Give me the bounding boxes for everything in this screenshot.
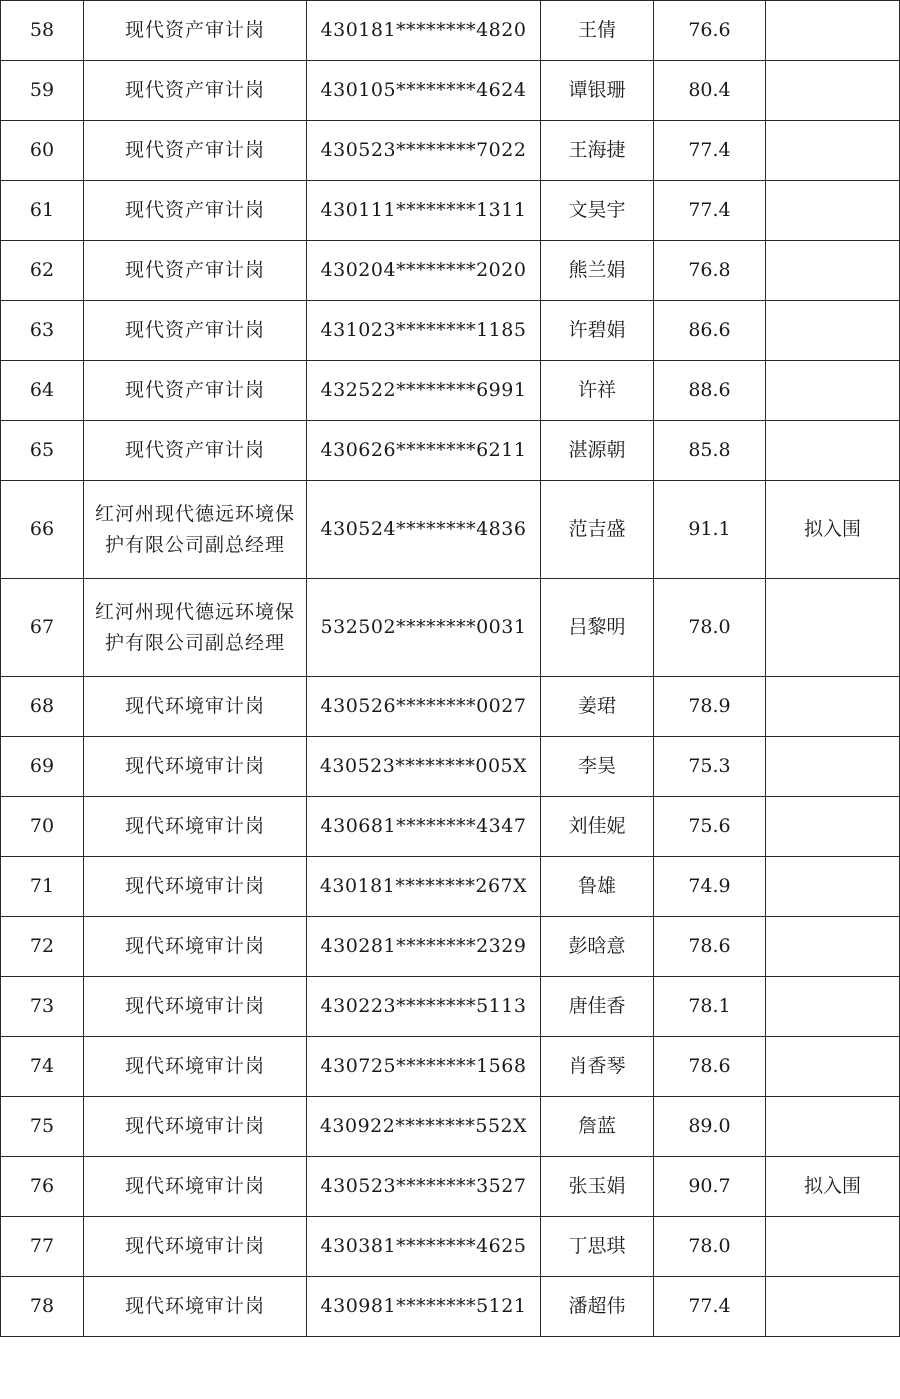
score-cell: 78.1 bbox=[654, 977, 766, 1037]
position-cell: 现代资产审计岗 bbox=[84, 121, 307, 181]
remark-cell bbox=[766, 579, 900, 677]
remark-cell bbox=[766, 797, 900, 857]
position-cell: 现代资产审计岗 bbox=[84, 421, 307, 481]
id-number-cell: 430526********0027 bbox=[307, 677, 541, 737]
score-cell: 77.4 bbox=[654, 181, 766, 241]
table-row bbox=[1, 1217, 900, 1277]
candidate-name-cell: 刘佳妮 bbox=[541, 797, 654, 857]
position-cell: 现代环境审计岗 bbox=[84, 797, 307, 857]
id-number-cell: 430105********4624 bbox=[307, 61, 541, 121]
table-row bbox=[1, 797, 900, 857]
candidate-name-cell: 肖香琴 bbox=[541, 1037, 654, 1097]
row-number-cell: 58 bbox=[1, 1, 84, 61]
table-row bbox=[1, 1157, 900, 1217]
row-number-cell: 65 bbox=[1, 421, 84, 481]
row-number-cell: 60 bbox=[1, 121, 84, 181]
score-cell: 90.7 bbox=[654, 1157, 766, 1217]
table-row bbox=[1, 61, 900, 121]
id-number-cell: 430681********4347 bbox=[307, 797, 541, 857]
candidate-name-cell: 丁思琪 bbox=[541, 1217, 654, 1277]
table-row bbox=[1, 857, 900, 917]
table-row bbox=[1, 481, 900, 579]
score-cell: 75.3 bbox=[654, 737, 766, 797]
table-row bbox=[1, 421, 900, 481]
table-row bbox=[1, 361, 900, 421]
table-row bbox=[1, 579, 900, 677]
table-row bbox=[1, 677, 900, 737]
candidate-name-cell: 王海捷 bbox=[541, 121, 654, 181]
row-number-cell: 76 bbox=[1, 1157, 84, 1217]
table-row bbox=[1, 1277, 900, 1337]
score-cell: 76.8 bbox=[654, 241, 766, 301]
score-cell: 91.1 bbox=[654, 481, 766, 579]
id-number-cell: 430381********4625 bbox=[307, 1217, 541, 1277]
position-cell: 现代环境审计岗 bbox=[84, 977, 307, 1037]
score-cell: 89.0 bbox=[654, 1097, 766, 1157]
row-number-cell: 77 bbox=[1, 1217, 84, 1277]
score-cell: 77.4 bbox=[654, 1277, 766, 1337]
position-cell: 现代资产审计岗 bbox=[84, 1, 307, 61]
score-cell: 78.6 bbox=[654, 1037, 766, 1097]
remark-cell bbox=[766, 1, 900, 61]
table-row bbox=[1, 241, 900, 301]
position-cell: 现代环境审计岗 bbox=[84, 1097, 307, 1157]
id-number-cell: 532502********0031 bbox=[307, 579, 541, 677]
table-row bbox=[1, 1037, 900, 1097]
id-number-cell: 430981********5121 bbox=[307, 1277, 541, 1337]
row-number-cell: 70 bbox=[1, 797, 84, 857]
remark-cell bbox=[766, 181, 900, 241]
id-number-cell: 430922********552X bbox=[307, 1097, 541, 1157]
score-cell: 88.6 bbox=[654, 361, 766, 421]
id-number-cell: 430523********005X bbox=[307, 737, 541, 797]
id-number-cell: 430725********1568 bbox=[307, 1037, 541, 1097]
id-number-cell: 432522********6991 bbox=[307, 361, 541, 421]
score-cell: 86.6 bbox=[654, 301, 766, 361]
id-number-cell: 430523********7022 bbox=[307, 121, 541, 181]
id-number-cell: 430111********1311 bbox=[307, 181, 541, 241]
score-cell: 85.8 bbox=[654, 421, 766, 481]
score-cell: 80.4 bbox=[654, 61, 766, 121]
id-number-cell: 430181********4820 bbox=[307, 1, 541, 61]
id-number-cell: 430204********2020 bbox=[307, 241, 541, 301]
position-cell: 现代环境审计岗 bbox=[84, 917, 307, 977]
position-cell: 红河州现代德远环境保护有限公司副总经理 bbox=[84, 481, 307, 579]
candidate-name-cell: 鲁雄 bbox=[541, 857, 654, 917]
candidate-name-cell: 彭晗意 bbox=[541, 917, 654, 977]
remark-cell bbox=[766, 1217, 900, 1277]
remark-cell bbox=[766, 361, 900, 421]
id-number-cell: 430181********267X bbox=[307, 857, 541, 917]
candidate-name-cell: 熊兰娟 bbox=[541, 241, 654, 301]
candidate-name-cell: 吕黎明 bbox=[541, 579, 654, 677]
remark-cell bbox=[766, 1037, 900, 1097]
row-number-cell: 74 bbox=[1, 1037, 84, 1097]
row-number-cell: 66 bbox=[1, 481, 84, 579]
table-body bbox=[1, 1, 900, 1337]
remark-cell bbox=[766, 737, 900, 797]
position-cell: 现代环境审计岗 bbox=[84, 1037, 307, 1097]
candidate-name-cell: 文昊宇 bbox=[541, 181, 654, 241]
id-number-cell: 430523********3527 bbox=[307, 1157, 541, 1217]
table-row bbox=[1, 1, 900, 61]
candidate-name-cell: 谭银珊 bbox=[541, 61, 654, 121]
score-cell: 75.6 bbox=[654, 797, 766, 857]
row-number-cell: 78 bbox=[1, 1277, 84, 1337]
score-cell: 78.9 bbox=[654, 677, 766, 737]
remark-cell bbox=[766, 421, 900, 481]
position-cell: 现代资产审计岗 bbox=[84, 301, 307, 361]
candidate-name-cell: 潘超伟 bbox=[541, 1277, 654, 1337]
position-cell: 现代环境审计岗 bbox=[84, 1277, 307, 1337]
remark-cell bbox=[766, 121, 900, 181]
score-cell: 78.6 bbox=[654, 917, 766, 977]
position-cell: 现代环境审计岗 bbox=[84, 677, 307, 737]
table-row bbox=[1, 121, 900, 181]
row-number-cell: 64 bbox=[1, 361, 84, 421]
remark-cell bbox=[766, 677, 900, 737]
candidate-name-cell: 姜珺 bbox=[541, 677, 654, 737]
id-number-cell: 430223********5113 bbox=[307, 977, 541, 1037]
candidate-name-cell: 许祥 bbox=[541, 361, 654, 421]
remark-cell bbox=[766, 241, 900, 301]
table-row bbox=[1, 181, 900, 241]
remark-cell bbox=[766, 857, 900, 917]
id-number-cell: 431023********1185 bbox=[307, 301, 541, 361]
row-number-cell: 73 bbox=[1, 977, 84, 1037]
candidate-name-cell: 唐佳香 bbox=[541, 977, 654, 1037]
row-number-cell: 69 bbox=[1, 737, 84, 797]
remark-cell: 拟入围 bbox=[766, 1157, 900, 1217]
score-cell: 78.0 bbox=[654, 1217, 766, 1277]
position-cell: 现代环境审计岗 bbox=[84, 1217, 307, 1277]
remark-cell bbox=[766, 1277, 900, 1337]
position-cell: 现代资产审计岗 bbox=[84, 241, 307, 301]
position-cell: 现代环境审计岗 bbox=[84, 737, 307, 797]
position-cell: 红河州现代德远环境保护有限公司副总经理 bbox=[84, 579, 307, 677]
candidate-name-cell: 湛源朝 bbox=[541, 421, 654, 481]
candidate-name-cell: 许碧娟 bbox=[541, 301, 654, 361]
candidate-name-cell: 王倩 bbox=[541, 1, 654, 61]
table-row bbox=[1, 301, 900, 361]
score-cell: 76.6 bbox=[654, 1, 766, 61]
remark-cell bbox=[766, 917, 900, 977]
id-number-cell: 430524********4836 bbox=[307, 481, 541, 579]
remark-cell bbox=[766, 61, 900, 121]
position-cell: 现代资产审计岗 bbox=[84, 181, 307, 241]
row-number-cell: 75 bbox=[1, 1097, 84, 1157]
score-cell: 74.9 bbox=[654, 857, 766, 917]
table-row bbox=[1, 917, 900, 977]
candidate-name-cell: 李昊 bbox=[541, 737, 654, 797]
row-number-cell: 72 bbox=[1, 917, 84, 977]
position-cell: 现代环境审计岗 bbox=[84, 1157, 307, 1217]
score-cell: 78.0 bbox=[654, 579, 766, 677]
position-cell: 现代资产审计岗 bbox=[84, 61, 307, 121]
row-number-cell: 63 bbox=[1, 301, 84, 361]
row-number-cell: 67 bbox=[1, 579, 84, 677]
remark-cell bbox=[766, 1097, 900, 1157]
row-number-cell: 71 bbox=[1, 857, 84, 917]
id-number-cell: 430626********6211 bbox=[307, 421, 541, 481]
candidate-name-cell: 詹蓝 bbox=[541, 1097, 654, 1157]
score-cell: 77.4 bbox=[654, 121, 766, 181]
id-number-cell: 430281********2329 bbox=[307, 917, 541, 977]
table-row bbox=[1, 977, 900, 1037]
candidate-name-cell: 张玉娟 bbox=[541, 1157, 654, 1217]
table-row bbox=[1, 737, 900, 797]
candidate-name-cell: 范吉盛 bbox=[541, 481, 654, 579]
table-row bbox=[1, 1097, 900, 1157]
position-cell: 现代资产审计岗 bbox=[84, 361, 307, 421]
row-number-cell: 62 bbox=[1, 241, 84, 301]
row-number-cell: 59 bbox=[1, 61, 84, 121]
remark-cell bbox=[766, 301, 900, 361]
remark-cell: 拟入围 bbox=[766, 481, 900, 579]
position-cell: 现代环境审计岗 bbox=[84, 857, 307, 917]
remark-cell bbox=[766, 977, 900, 1037]
row-number-cell: 68 bbox=[1, 677, 84, 737]
row-number-cell: 61 bbox=[1, 181, 84, 241]
